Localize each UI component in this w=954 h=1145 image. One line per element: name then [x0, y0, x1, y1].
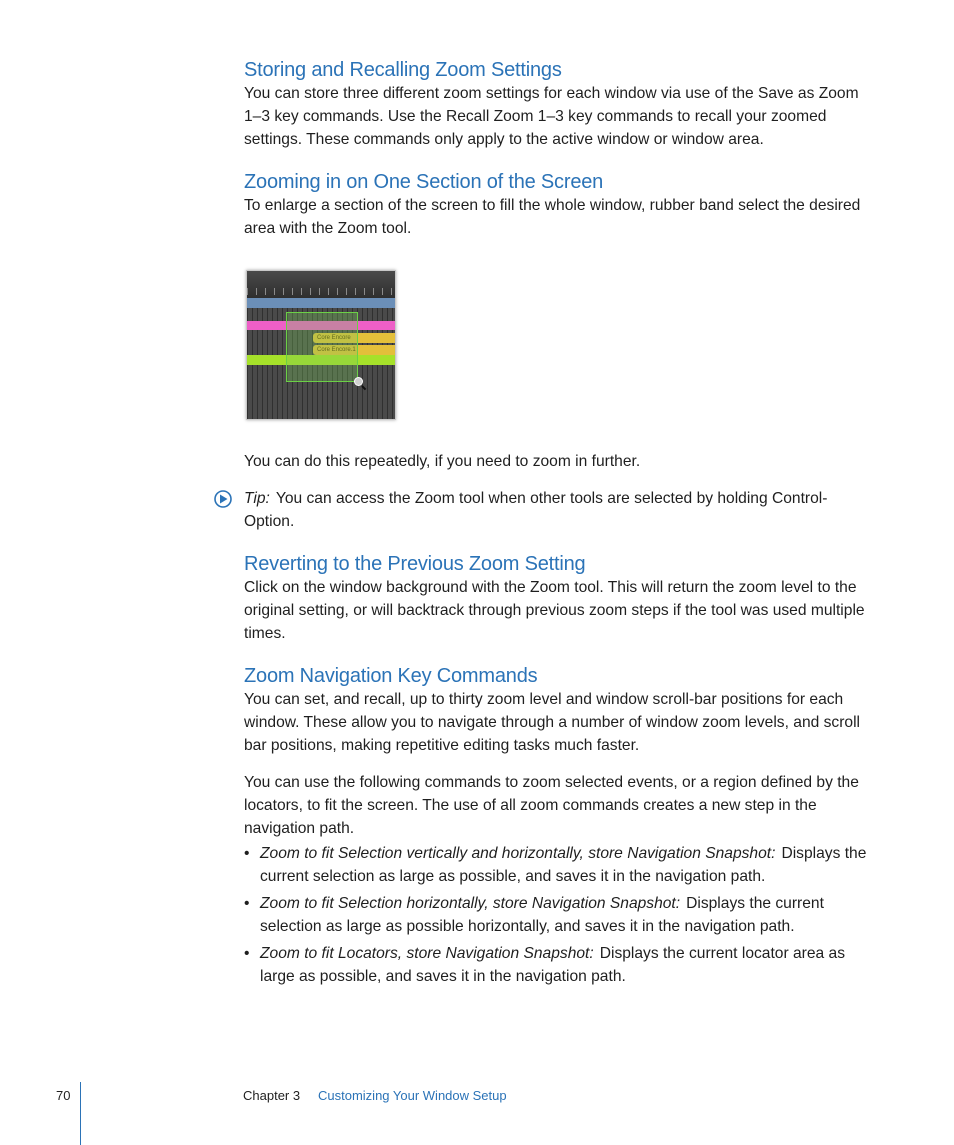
section-body: You can set, and recall, up to thirty zoom level and window scroll-bar positions for each window. These allow you to navigate through a number of window zoom levels, and scroll bar positions, making repetitive editing tasks much faster. [244, 691, 861, 754]
page-content [244, 58, 874, 992]
footer-divider [80, 1082, 81, 1145]
rubber-band-selection [286, 312, 358, 382]
bar-ruler [247, 271, 395, 298]
region-core-encore: Core Encore [313, 333, 396, 343]
zoom-tool-screenshot [246, 270, 396, 420]
command-description: Displays the current locator area as large as possible, and saves it in the navigation path. [260, 945, 846, 985]
list-item: • Zoom to fit Selection vertically and horizontally, store Navigation Snapshot: Displays the current selection as large as possible, and saves it in the navigation path. [244, 845, 867, 885]
list-item: • Zoom to fit Locators, store Navigation Snapshot: Displays the current locator area as large as possible, and saves it in the navigation path. [244, 945, 846, 985]
section-body: You can store three different zoom settings for each window via use of the Save as Zoom 1–3 key commands. Use the Recall Zoom 1–3 key commands to recall your zoomed settings. These commands only apply to the active window or window area. [244, 85, 859, 148]
command-description: Displays the current selection as large as possible, and saves it in the navigation path. [260, 845, 867, 885]
figure-followup-text: You can do this repeatedly, if you need to zoom in further. [244, 453, 641, 470]
section-heading: Zoom Navigation Key Commands [244, 665, 538, 687]
track-lane-blue [247, 298, 395, 308]
zoom-command-list [244, 842, 874, 988]
chapter-label: Chapter 3 [243, 1088, 301, 1103]
page-number: 70 [56, 1088, 71, 1103]
chapter-title: Customizing Your Window Setup [318, 1088, 507, 1103]
command-name: Zoom to fit Selection horizontally, store Navigation Snapshot: [260, 895, 681, 912]
region-core-encore-1: Core Encore.1 [313, 345, 396, 355]
tip-arrow-icon [214, 490, 232, 508]
section-heading: Reverting to the Previous Zoom Setting [244, 553, 586, 575]
tip-callout [244, 487, 874, 533]
section-storing-zoom [244, 58, 874, 151]
list-item: • Zoom to fit Selection horizontally, store Navigation Snapshot: Displays the current selection as large as possible horizontally, and saves it in the navigation path. [244, 895, 824, 935]
page-footer [0, 1082, 954, 1145]
section-zoom-navigation [244, 664, 874, 988]
section-zooming-screen [244, 170, 874, 473]
tip-label: Tip: [244, 490, 270, 507]
section-body: You can use the following commands to zoom selected events, or a region defined by the locators, to fit the screen. The use of all zoom commands creates a new step in the navigation path. [244, 774, 859, 837]
ruler-ticks [247, 288, 395, 295]
command-name: Zoom to fit Locators, store Navigation Snapshot: [260, 945, 594, 962]
command-name: Zoom to fit Selection vertically and horizontally, store Navigation Snapshot: [260, 845, 776, 862]
section-body: To enlarge a section of the screen to fill the whole window, rubber band select the desired area with the Zoom tool. [244, 197, 861, 237]
section-heading: Zooming in on One Section of the Screen [244, 171, 604, 193]
section-body: Click on the window background with the Zoom tool. This will return the zoom level to the original setting, or will backtrack through previous zoom steps if the tool was used multiple times. [244, 579, 865, 642]
section-reverting-zoom [244, 552, 874, 645]
command-description: Displays the current selection as large as possible horizontally, and saves it in the navigation path. [260, 895, 824, 935]
section-heading: Storing and Recalling Zoom Settings [244, 59, 562, 81]
tip-text: You can access the Zoom tool when other tools are selected by holding Control-Option. [244, 490, 828, 530]
